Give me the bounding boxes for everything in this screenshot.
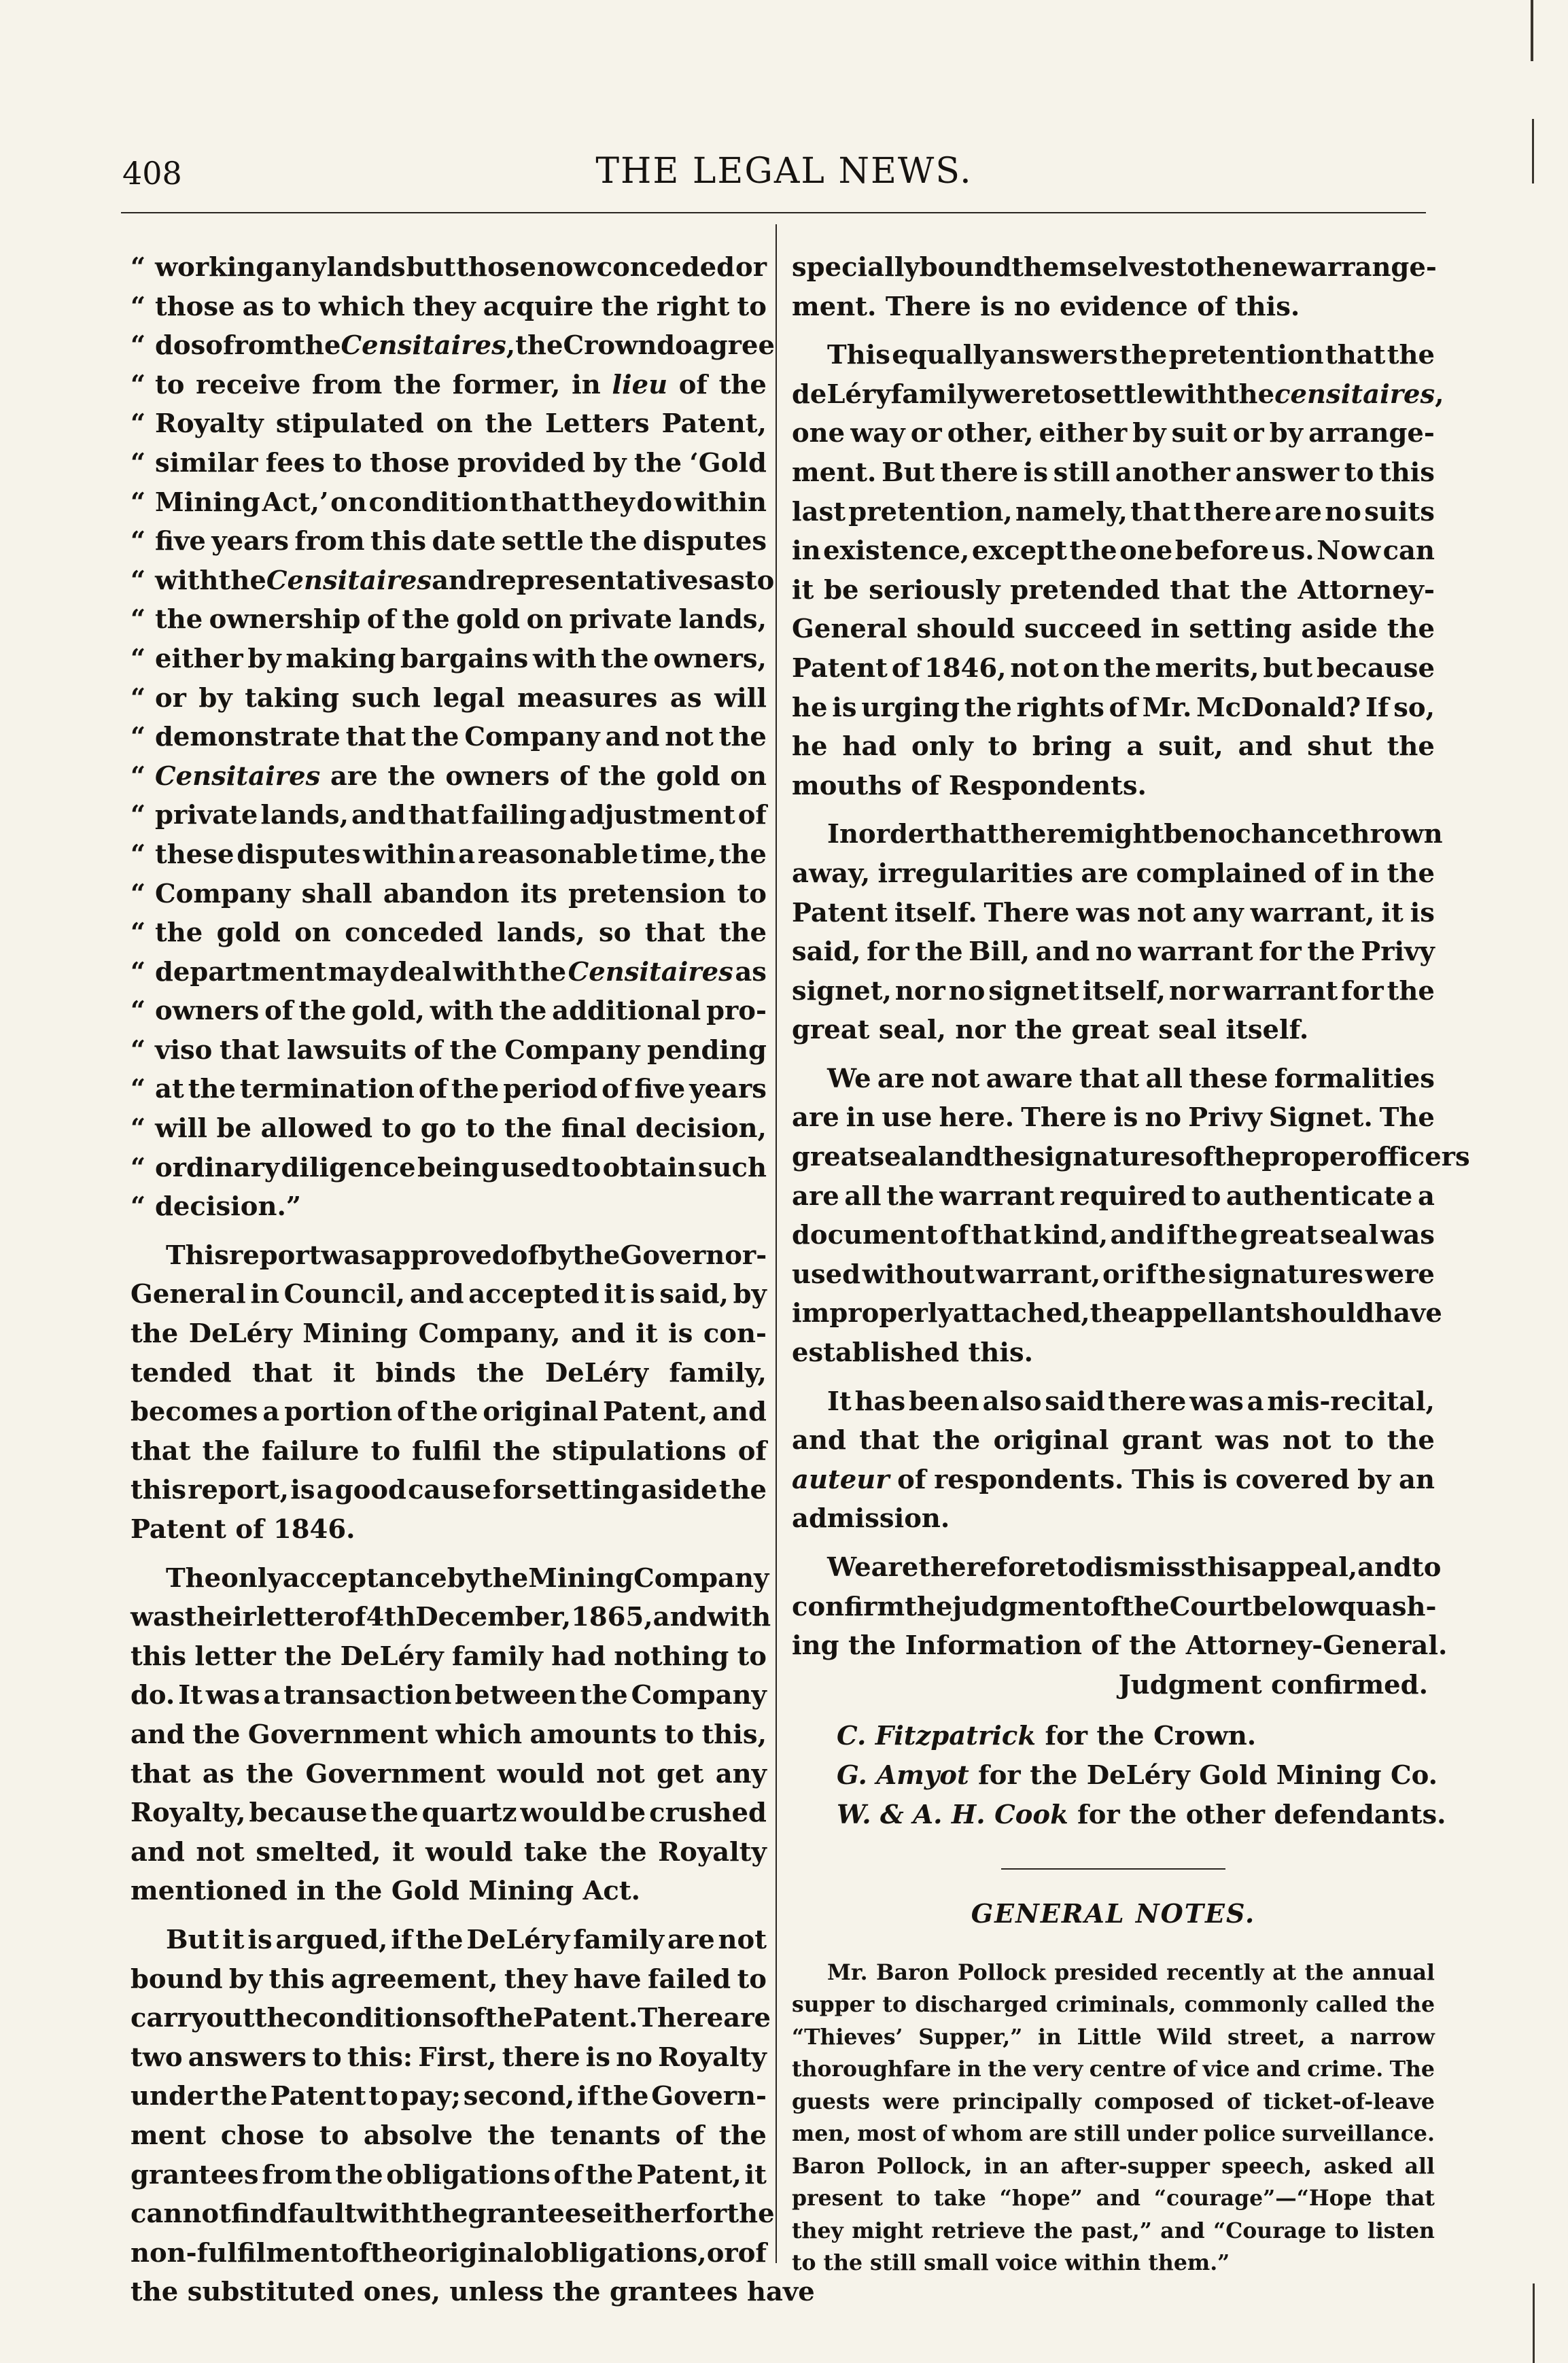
text-line: it be seriously pretended that the Attorney- <box>792 574 1435 606</box>
paragraph-start: But it is argued, if the DeLéry family are not <box>166 1924 767 1955</box>
text-line: Patent of 1846, not on the merits, but because <box>792 652 1435 684</box>
paragraph-start: The only acceptance by the Mining Company <box>166 1562 769 1594</box>
judgment-line: Judgment confirmed. <box>1118 1669 1428 1700</box>
paragraph-start: We are therefore to dismiss this appeal, and to <box>827 1552 1442 1583</box>
quoted-line: “ ordinary diligence being used to obtain such <box>130 1152 767 1183</box>
text-line: established this. <box>792 1337 1034 1369</box>
note-line: to the still small voice within them.” <box>792 2250 1230 2276</box>
quoted-line: “ with the Censitaires and representatives as to <box>130 565 775 596</box>
text-line: cannot find fault with the grantees either for the <box>130 2199 775 2230</box>
counsel-line: G. Amyot for the DeLéry Gold Mining Co. <box>837 1760 1438 1791</box>
quoted-line: “ similar fees to those provided by the ‘Gold <box>130 447 767 478</box>
counsel-line: W. & A. H. Cook for the other defendants. <box>837 1799 1446 1830</box>
text-line: the DeLéry Mining Company, and it is con- <box>130 1318 767 1350</box>
quoted-line: “ those as to which they acquire the right to <box>130 291 767 322</box>
text-line: ing the Information of the Attorney-General. <box>792 1630 1448 1662</box>
note-line: guests were principally composed of ticket-of-leave <box>792 2088 1435 2114</box>
text-line: the substituted ones, unless the grantees have <box>130 2277 815 2308</box>
text-line: signet, nor no signet itself, nor warrant for the <box>792 975 1435 1007</box>
text-line: becomes a portion of the original Patent, and <box>130 1397 767 1428</box>
text-line: and the Government which amounts to this, <box>130 1719 767 1750</box>
text-line: confirm the judgment of the Court below quash- <box>792 1591 1437 1622</box>
text-line: great seal, nor the great seal itself. <box>792 1015 1309 1046</box>
quoted-line: “ owners of the gold, with the additional pro- <box>130 996 767 1027</box>
text-line: two answers to this: First, there is no Royalty <box>130 2042 767 2073</box>
quoted-line: “ at the termination of the period of five years <box>130 1074 767 1105</box>
quoted-line: “ either by making bargains with the owners, <box>130 643 767 674</box>
paragraph-start: We are not aware that all these formalities <box>827 1063 1435 1094</box>
quoted-line: “ Censitaires are the owners of the gold on <box>130 760 767 792</box>
general-notes-body <box>792 1957 1435 2279</box>
text-line: away, irregularities are complained of in the <box>792 858 1435 889</box>
quoted-line: “ these disputes within a reasonable time, the <box>130 839 767 870</box>
text-line: ment. There is no evidence of this. <box>792 291 1300 322</box>
running-title: THE LEGAL NEWS. <box>595 151 973 192</box>
quoted-line: “ Mining Act,’ on condition that they do within <box>130 487 767 518</box>
note-line: present to take “hope” and “courage”—“Hope that <box>792 2186 1435 2211</box>
quoted-line: “ private lands, and that failing adjustment of <box>130 800 767 831</box>
quoted-line: “ the gold on conceded lands, so that the <box>130 917 767 949</box>
note-line: thoroughfare in the very centre of vice and crime. The <box>792 2056 1435 2082</box>
general-notes-title: GENERAL NOTES. <box>971 1898 1256 1929</box>
margin-mark-lower <box>1533 2283 1535 2363</box>
text-line: mouths of Respondents. <box>792 770 1147 801</box>
quoted-line: “ Company shall abandon its pretension to <box>130 878 767 909</box>
text-line: and not smelted, it would take the Royalty <box>130 1836 767 1868</box>
text-line: bound by this agreement, they have failed to <box>130 1963 767 1995</box>
text-line: he is urging the rights of Mr. McDonald? If so, <box>792 692 1435 723</box>
note-line: men, most of whom are still under police surveillance. <box>792 2121 1435 2147</box>
text-line: specially bound themselves to the new arrange- <box>792 252 1437 283</box>
text-line: de Léry family were to settle with the censitaires, <box>792 379 1444 410</box>
text-line: this letter the DeLéry family had nothing to <box>130 1641 767 1672</box>
text-line: that the failure to fulfil the stipulations of <box>130 1435 767 1467</box>
text-line: was their letter of 4th December, 1865, and with <box>130 1602 771 1633</box>
section-separator <box>1001 1868 1225 1870</box>
text-line: that as the Government would not get any <box>130 1758 767 1789</box>
note-line: supper to discharged criminals, commonly called the <box>792 1992 1435 2018</box>
text-line: ment chose to absolve the tenants of the <box>130 2120 767 2151</box>
quoted-line: “ working any lands but those now conceded or <box>130 252 767 283</box>
note-line: “Thieves’ Supper,” in Little Wild street, a narrow <box>792 2024 1435 2050</box>
right-column <box>792 248 1470 2279</box>
text-line: are all the warrant required to authenticate a <box>792 1180 1435 1212</box>
text-line: he had only to bring a suit, and shut the <box>792 731 1435 763</box>
note-line: Mr. Baron Pollock presided recently at the annual <box>827 1959 1435 1985</box>
text-line: Royalty, because the quartz would be crushed <box>130 1798 767 1829</box>
text-line: under the Patent to pay; second, if the Govern- <box>130 2081 767 2112</box>
text-line: Patent of 1846. <box>130 1514 355 1545</box>
quoted-line: “ do so from the Censitaires, the Crown do agree <box>130 330 775 362</box>
text-line: great seal and the signatures of the proper officers <box>792 1142 1470 1173</box>
text-line: this report, is a good cause for setting aside the <box>130 1475 767 1506</box>
text-line: used without warrant, or if the signatures were <box>792 1259 1435 1290</box>
counsel-line: C. Fitzpatrick for the Crown. <box>837 1721 1257 1752</box>
text-line: tended that it binds the DeLéry family, <box>130 1357 767 1388</box>
page-number: 408 <box>122 155 182 192</box>
text-line: in existence, except the one before us. Now can <box>792 536 1435 567</box>
text-line: General in Council, and accepted it is said, by <box>130 1279 767 1310</box>
quoted-line: “ or by taking such legal measures as will <box>130 682 767 714</box>
text-line: improperly attached, the appellant should have <box>792 1298 1442 1329</box>
quoted-line: “ will be allowed to go to the final decision, <box>130 1113 767 1144</box>
text-line: carry out the conditions of the Patent. There are <box>130 2003 771 2034</box>
text-line: are in use here. There is no Privy Signet. The <box>792 1102 1435 1134</box>
quoted-line: “ the ownership of the gold on private lands, <box>130 604 767 635</box>
text-line: said, for the Bill, and no warrant for the Privy <box>792 937 1435 968</box>
text-line: auteur of respondents. This is covered by an <box>792 1464 1435 1495</box>
paragraph-start: In order that there might be no chance thrown <box>827 819 1443 850</box>
text-line: non-fulfilment of the original obligations, or of <box>130 2237 767 2269</box>
text-line: Patent itself. There was not any warrant, it is <box>792 897 1435 928</box>
header-rule <box>121 212 1426 213</box>
text-line: grantees from the obligations of the Patent, it <box>130 2159 767 2190</box>
quoted-line: “ five years from this date settle the disputes <box>130 526 767 557</box>
note-line: Baron Pollock, in an after-supper speech, asked all <box>792 2153 1435 2179</box>
quoted-line: “ Royalty stipulated on the Letters Patent, <box>130 408 767 440</box>
margin-mark-top <box>1531 0 1533 61</box>
left-column <box>130 248 815 2312</box>
paragraph-start: This report was approved of by the Governor- <box>166 1240 767 1271</box>
paragraph-start: This equally answers the pretention that the <box>827 340 1435 371</box>
quoted-line: “ demonstrate that the Company and not the <box>130 722 767 753</box>
text-line: document of that kind, and if the great seal was <box>792 1220 1435 1251</box>
quoted-line: “ department may deal with the Censitaires as <box>130 956 767 987</box>
text-line: mentioned in the Gold Mining Act. <box>130 1876 641 1907</box>
text-line: last pretention, namely, that there are no suits <box>792 496 1435 527</box>
quoted-line: “ decision.” <box>130 1191 311 1223</box>
paragraph-start: It has been also said there was a mis-recital, <box>827 1386 1435 1417</box>
quoted-line: “ to receive from the former, in lieu of the <box>130 369 767 400</box>
text-line: General should succeed in setting aside the <box>792 614 1435 645</box>
margin-mark-upper <box>1532 119 1534 183</box>
column-divider <box>776 224 777 2263</box>
text-line: ment. But there is still another answer to this <box>792 457 1435 488</box>
text-line: admission. <box>792 1503 950 1535</box>
note-line: they might retrieve the past,” and “Courage to listen <box>792 2218 1435 2243</box>
text-line: one way or other, either by suit or by arrange- <box>792 418 1435 449</box>
text-line: and that the original grant was not to the <box>792 1425 1435 1456</box>
text-line: do. It was a transaction between the Company <box>130 1680 767 1711</box>
quoted-line: “ viso that lawsuits of the Company pending <box>130 1034 767 1066</box>
